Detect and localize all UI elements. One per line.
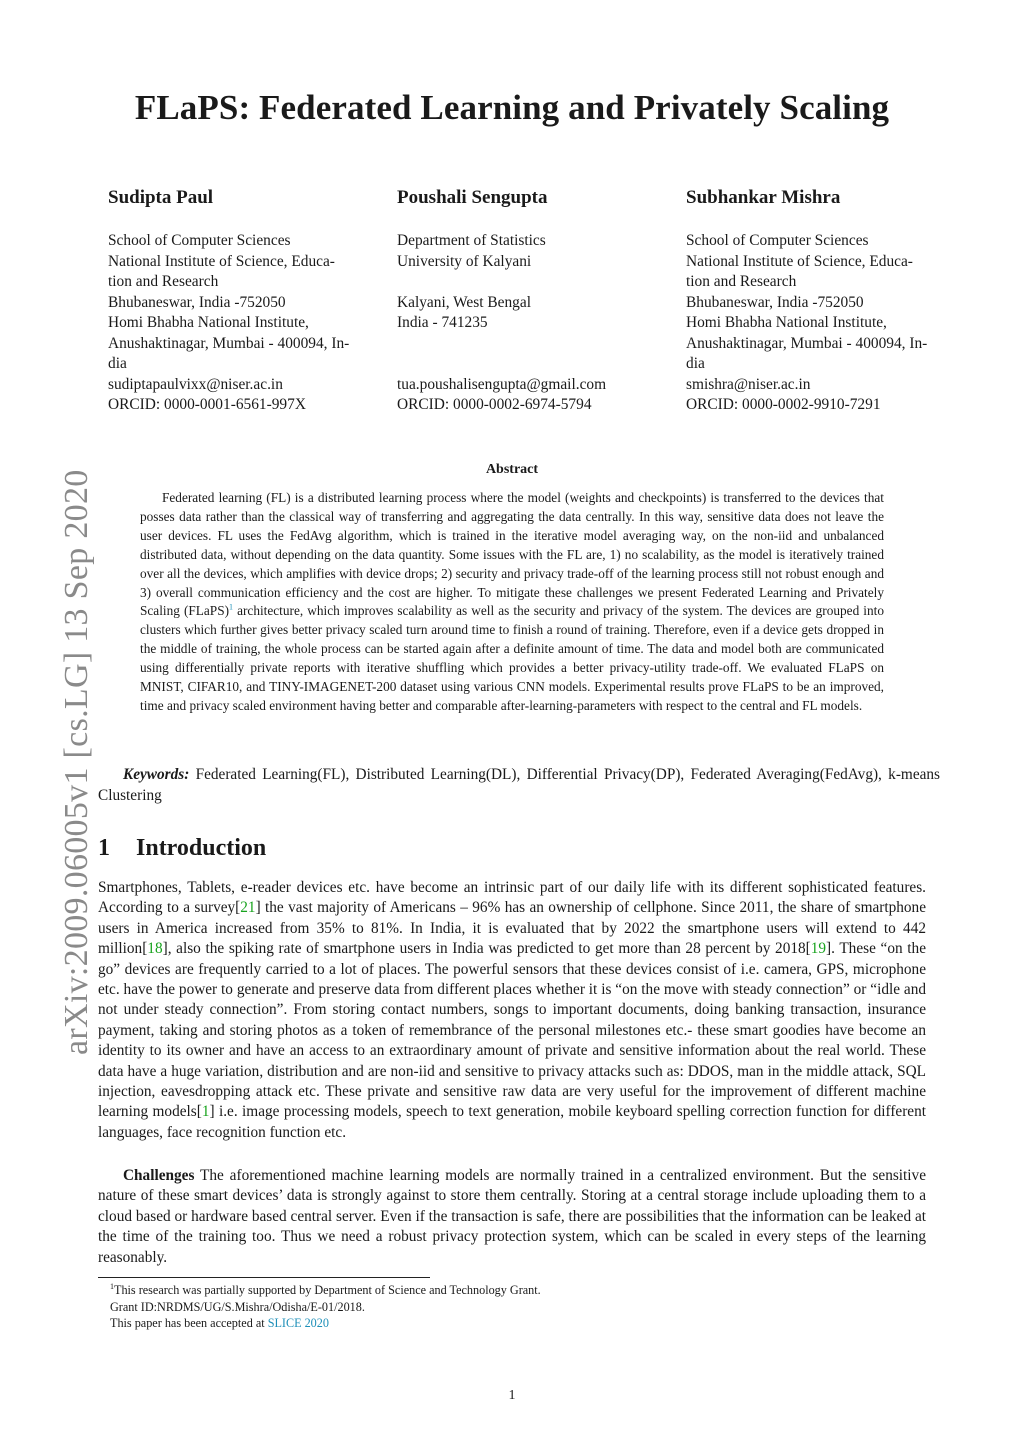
author-block-1: [108, 188, 393, 416]
affiliation-line: School of Computer Sciences: [108, 232, 291, 249]
affiliation-line: Anushaktinagar, Mumbai - 400094, In-: [686, 334, 928, 352]
paragraph-text: ] the vast majority of Americans – 96% has an ownership of cellphone. Since 2011, the share of smartphone users in America increased from 35% to 81%. In India, it is evaluated that by 2022 the smartphone users will extend to 442 million[: [98, 899, 926, 958]
affiliation-line: Kalyani, West Bengal: [397, 293, 531, 311]
author-email[interactable]: smishra@niser.ac.in: [686, 375, 811, 393]
paragraph-text: ]. These “on the go” devices are frequently carried to a lot of places. The powerful sensors that these devices consist of i.e. camera, GPS, microphone etc. have the power to generate and preserve data from different places whether it is “on the move with steady connection” or “idle and not under steady connection”. From storing contact numbers, songs to important documents, doing banking transaction, insurance payment, taking and storing photos as a token of remembrance of the personal milestones etc.- these smart goodies have become an identity to its owner and have an access to an extraordinary amount of private and sensitive information about the real world. These data have a huge variation, distribution and are non-iid and sensitive to privacy attacks such as: DDOS, man in the middle attack, SQL injection, eavesdropping attack etc. These private and sensitive raw data are very useful for the improvement of different machine learning models[: [98, 940, 926, 1121]
author-name: Poushali Sengupta: [397, 187, 548, 208]
spacer-line: [397, 354, 682, 375]
affiliation-line: National Institute of Science, Educa-: [108, 252, 335, 270]
paragraph-run-in-heading: Challenges: [123, 1167, 195, 1184]
affiliation-line: dia: [686, 355, 705, 372]
abstract-heading: Abstract: [485, 462, 539, 477]
section-number: 1: [98, 835, 110, 861]
citation-link[interactable]: 21: [240, 899, 256, 917]
author-email[interactable]: sudiptapaulvixx@niser.ac.in: [108, 375, 283, 393]
paragraph-text: The aforementioned machine learning models are normally trained in a centralized environment. But the sensitive nature of these smart devices’ data is strongly against to store them centrally. Storing at a central storage include uploading them to a cloud based or hardware based central server. Even if the transaction is safe, there are possibilities that the information can be leaked at the time of the training too. Thus we need a robust privacy protection system, which can be scaled in every steps of the learning reasonably.: [98, 1167, 926, 1266]
footnote-text: This paper has been accepted at: [110, 1316, 268, 1330]
affiliation-line: University of Kalyani: [397, 252, 532, 270]
author-email[interactable]: tua.poushalisengupta@gmail.com: [397, 375, 607, 393]
citation-link[interactable]: 1: [201, 1103, 210, 1121]
affiliation-line: Bhubaneswar, India -752050: [108, 293, 286, 311]
author-block-2: [397, 188, 682, 416]
affiliation-line: Homi Bhabha National Institute,: [686, 314, 887, 331]
affiliation-line: Anushaktinagar, Mumbai - 400094, In-: [108, 334, 350, 352]
conference-link[interactable]: SLICE 2020: [267, 1316, 329, 1330]
abstract-text-part: Federated learning (FL) is a distributed learning process where the model (weights and checkpoints) is transferred to the devices that posses data rather than the classical way of transferring and aggregating the data centrally. In this way, sensitive data does not leave the user devices. FL uses the FedAvg algorithm, which is trained in the iterative model averaging way, on the non-iid and unbalanced distributed data, without depending on the data quantity. Some issues with the FL are, 1) no scalability, as the model is iteratively trained over all the devices, which amplifies with device drops; 2) security and privacy trade-off of the learning process still not robust enough and 3) overall communication efficiency and the cost are higher. To mitigate these challenges we present Federated Learning and Privately Scaling (FLaPS): [140, 490, 884, 619]
paragraph-text: ] i.e. image processing models, speech to text generation, mobile keyboard spelling correction function for different languages, face recognition function etc.: [98, 1103, 926, 1141]
footnote-rule: [98, 1277, 430, 1278]
footnote-line: [110, 1315, 541, 1332]
intro-paragraph-2: [98, 1166, 926, 1268]
footnote-marker[interactable]: 1: [229, 603, 234, 613]
author-name: Sudipta Paul: [108, 187, 214, 208]
citation-link[interactable]: 19: [810, 940, 827, 958]
author-orcid: ORCID: 0000-0001-6561-997X: [108, 396, 306, 413]
affiliation-line: National Institute of Science, Educa-: [686, 252, 913, 270]
author-block-3: [686, 188, 971, 416]
spacer-line: [397, 272, 682, 293]
affiliation-line: School of Computer Sciences: [686, 232, 869, 249]
keywords-label: Keywords:: [123, 766, 190, 783]
affiliation-line: tion and Research: [108, 273, 219, 290]
citation-link[interactable]: 18: [147, 940, 163, 958]
affiliation-line: Department of Statistics: [397, 232, 546, 249]
section-heading: [98, 835, 266, 862]
paragraph-text: Smartphones, Tablets, e-reader devices etc. have become an intrinsic part of our daily life with its different sophisticated features. According to a survey[: [98, 879, 926, 917]
page-number: 1: [508, 1388, 516, 1403]
abstract-text-part: architecture, which improves scalability as well as the security and privacy of the system. The devices are grouped into clusters which further gives better privacy scaled turn around time to finish a round of training. Therefore, even if a device gets dropped in the middle of training, the whole process can be started again after a definite amount of time. The data and model both are communicated using differentially private reports with iterative shuffling which provides a better privacy-utility trade-off. We evaluated FLaPS on MNIST, CIFAR10, and TINY-IMAGENET-200 dataset using various CNN models. Experimental results prove FLaPS to be an improved, time and privacy scaled environment having better and comparable after-learning-parameters with respect to the central and FL models.: [140, 603, 884, 713]
section-title: Introduction: [136, 835, 267, 861]
footnote-mark: 1: [110, 1281, 114, 1291]
abstract-text: [140, 489, 884, 716]
affiliation-line: Bhubaneswar, India -752050: [686, 293, 864, 311]
paragraph-text: ], also the spiking rate of smartphone users in India was predicted to get more than 28 percent by 2018[: [162, 940, 811, 958]
author-name: Subhankar Mishra: [686, 187, 841, 208]
intro-paragraph-1: [98, 878, 926, 1143]
paper-title: FLaPS: Federated Learning and Privately Scaling: [134, 88, 890, 127]
footnote: [110, 1282, 541, 1332]
keywords: [98, 764, 940, 806]
footnote-line: [110, 1282, 541, 1299]
author-orcid: ORCID: 0000-0002-6974-5794: [397, 396, 592, 413]
spacer-line: [397, 334, 682, 355]
author-orcid: ORCID: 0000-0002-9910-7291: [686, 396, 881, 413]
affiliation-line: dia: [108, 355, 127, 372]
affiliation-line: Homi Bhabha National Institute,: [108, 314, 309, 331]
footnote-line: Grant ID:NRDMS/UG/S.Mishra/Odisha/E-01/2018.: [110, 1299, 365, 1314]
affiliation-line: tion and Research: [686, 273, 797, 290]
keywords-text: Federated Learning(FL), Distributed Learning(DL), Differential Privacy(DP), Federated Averaging(FedAvg), k-means Clustering: [98, 766, 940, 804]
arxiv-identifier-stamp: arXiv:2009.06005v1 [cs.LG] 13 Sep 2020: [58, 469, 95, 1055]
footnote-text: This research was partially supported by Department of Science and Technology Grant.: [114, 1283, 541, 1297]
affiliation-line: India - 741235: [397, 314, 488, 331]
